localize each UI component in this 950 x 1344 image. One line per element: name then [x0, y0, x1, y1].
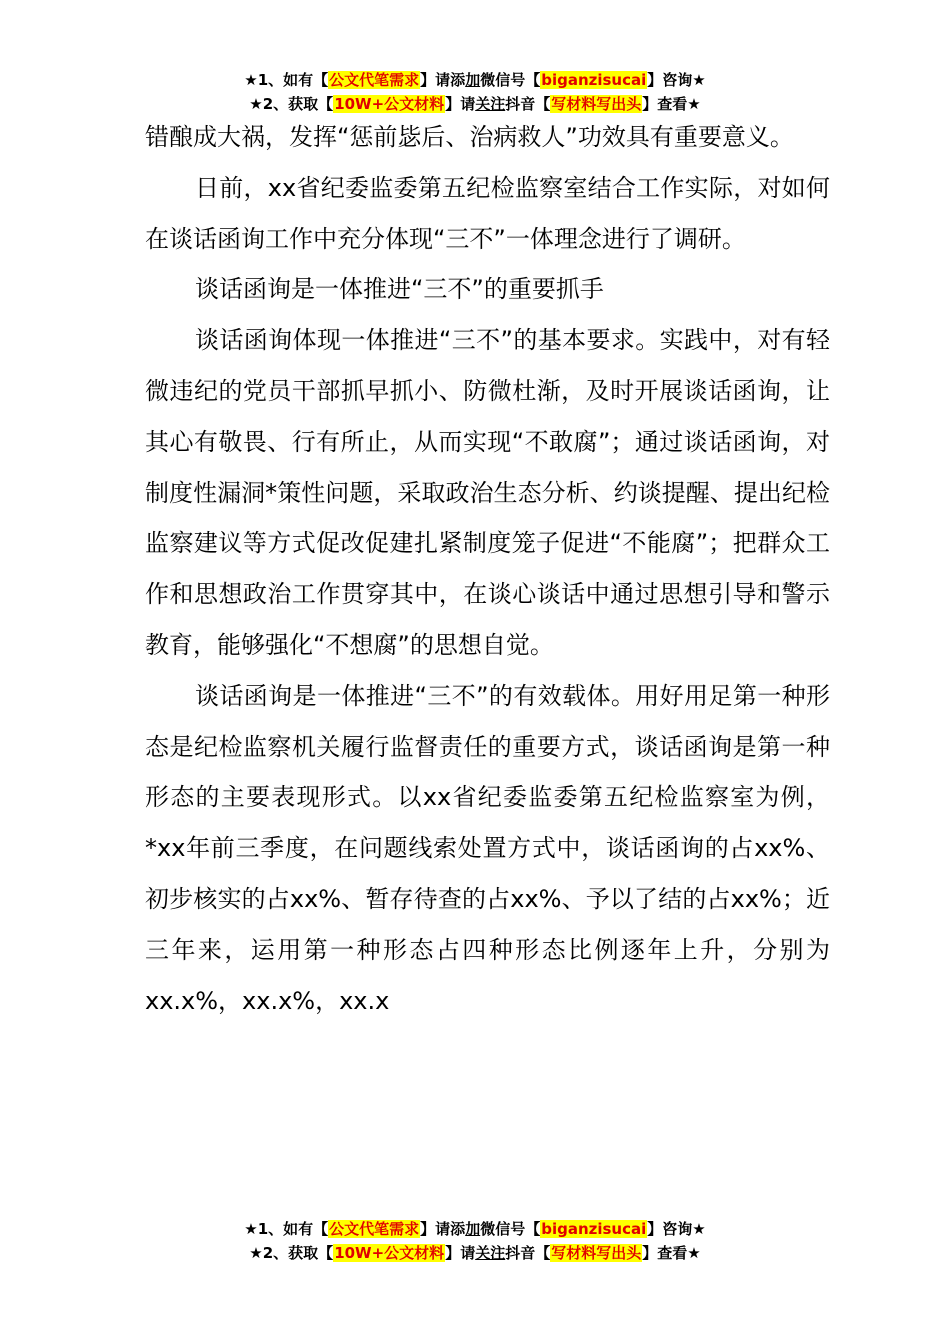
banner-underlined-text: 关注	[475, 1244, 506, 1262]
banner-text: 抖音【	[505, 1244, 551, 1262]
banner-text: 微信号【	[480, 1220, 541, 1238]
header-banner	[0, 68, 950, 116]
banner-highlight: 10W+公文材料	[334, 95, 445, 113]
banner-text: ★1、如有【	[244, 71, 329, 89]
section-heading: 谈话函询是一体推进“三不”的重要抓手	[195, 275, 604, 304]
body-paragraph: 日前，xx省纪委监委第五纪检监察室结合工作实际，对如何在谈话函询工作中充分体现“三不”一体理念进行了调研。	[145, 173, 830, 253]
banner-highlight: 写材料写出头	[551, 1244, 642, 1262]
banner-text: ★1、如有【	[244, 1220, 329, 1238]
banner-highlight: 公文代笔需求	[329, 1220, 420, 1238]
banner-line-1	[0, 1217, 950, 1241]
body-paragraph: 谈话函询是一体推进“三不”的有效载体。用好用足第一种形态是纪检监察机关履行监督责任的重要方式，谈话函询是第一种形态的主要表现形式。以xx省纪委监委第五纪检监察室为例，*xx年前三季度，在问题线索处置方式中，谈话函询的占xx%、初步核实的占xx%、暂存待查的占xx%、予以了结的占xx%；近三年来，运用第一种形态占四种形态比例逐年上升，分别为xx.x%，xx.x%，xx.x	[145, 681, 830, 1015]
banner-highlight: biganzisucai	[541, 1220, 647, 1238]
banner-text: 】请	[445, 1244, 476, 1262]
banner-line-1	[0, 68, 950, 92]
banner-text: 】请添	[420, 71, 466, 89]
banner-highlight: 写材料写出头	[551, 95, 642, 113]
banner-highlight: 10W+公文材料	[334, 1244, 445, 1262]
banner-text: 】咨询★	[647, 1220, 706, 1238]
document-body	[145, 112, 830, 1026]
body-paragraph: 错酿成大祸，发挥“惩前毖后、治病救人”功效具有重要意义。	[145, 123, 794, 151]
banner-line-2	[0, 1241, 950, 1265]
banner-text: 】请添	[420, 1220, 466, 1238]
body-paragraph: 谈话函询体现一体推进“三不”的基本要求。实践中，对有轻微违纪的党员干部抓早抓小、防微杜渐，及时开展谈话函询，让其心有敬畏、行有所止，从而实现“不敢腐”；通过谈话函询，对制度性漏洞*策性问题，采取政治生态分析、约谈提醒、提出纪检监察建议等方式促改促建扎紧制度笼子促进“不能腐”；把群众工作和思想政治工作贯穿其中，在谈心谈话中通过思想引导和警示教育，能够强化“不想腐”的思想自觉。	[145, 326, 830, 659]
footer-banner	[0, 1217, 950, 1265]
banner-text: 】请	[445, 95, 476, 113]
banner-text: 】查看★	[642, 95, 701, 113]
banner-underlined-text: 加	[465, 71, 481, 89]
banner-text: ★2、获取【	[249, 95, 334, 113]
banner-underlined-text: 加	[465, 1220, 481, 1238]
banner-text: 】咨询★	[647, 71, 706, 89]
banner-underlined-text: 关注	[475, 95, 506, 113]
banner-highlight: biganzisucai	[541, 71, 647, 89]
banner-text: ★2、获取【	[249, 1244, 334, 1262]
banner-text: 微信号【	[480, 71, 541, 89]
banner-text: 抖音【	[505, 95, 551, 113]
banner-highlight: 公文代笔需求	[329, 71, 420, 89]
banner-text: 】查看★	[642, 1244, 701, 1262]
